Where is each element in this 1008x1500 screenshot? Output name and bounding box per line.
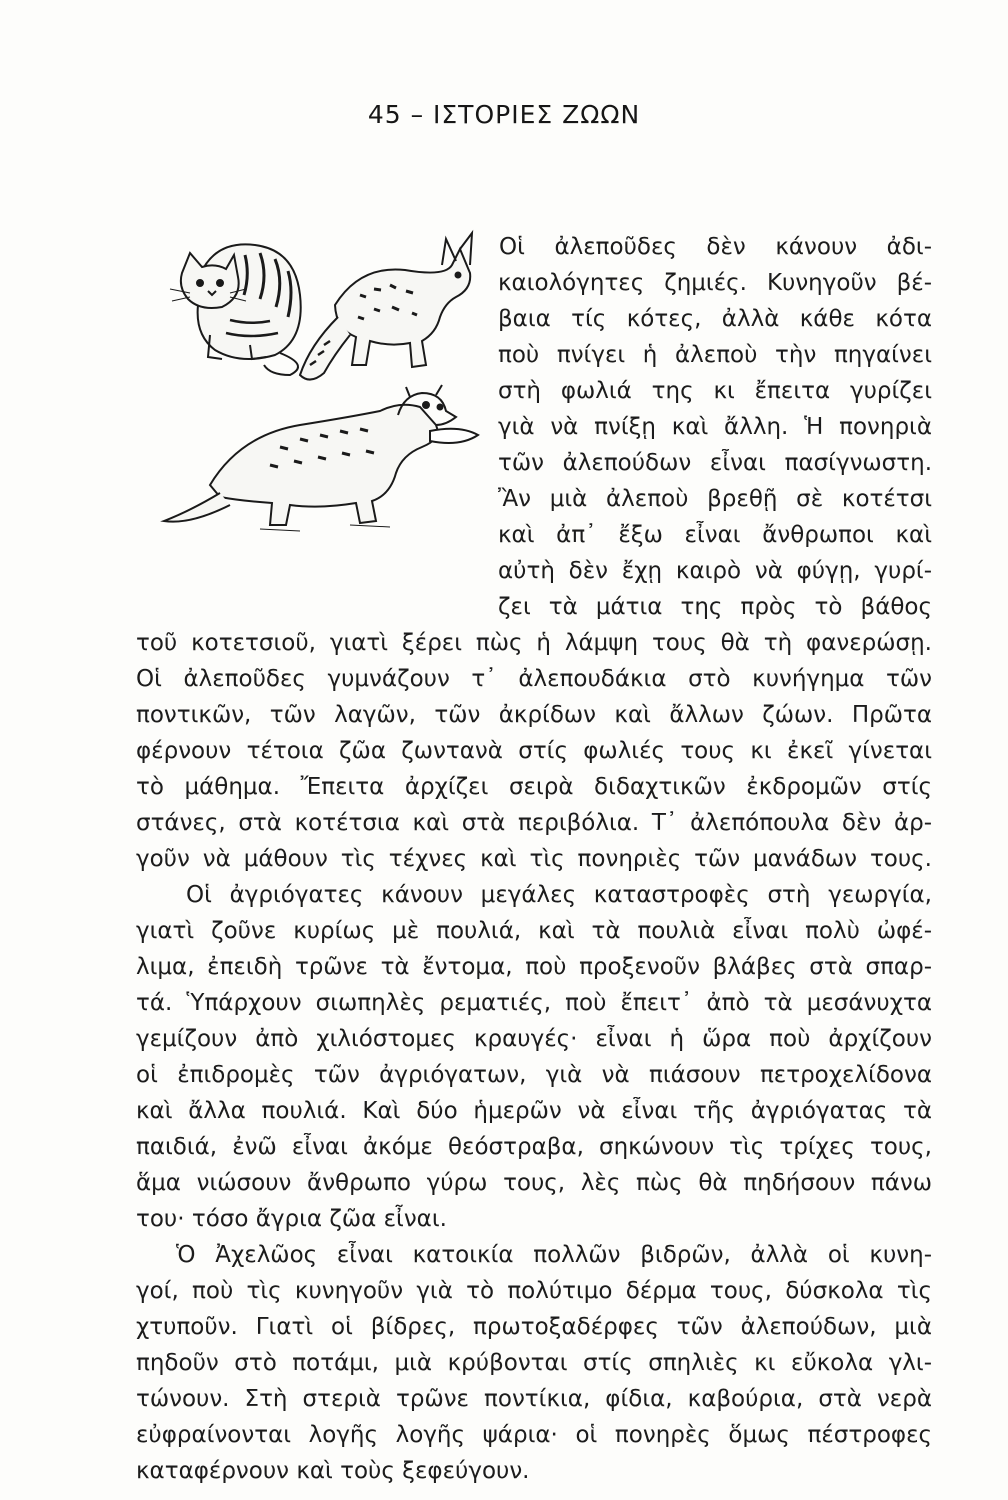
animals-illustration: [160, 225, 480, 555]
text-line: ζει τὰ μάτια της πρὸς τὸ βάθος: [498, 594, 932, 620]
text-line: αὐτὴ δὲν ἔχῃ καιρὸ νὰ φύγῃ, γυρί-: [498, 558, 932, 584]
text-line: ποντικῶν, τῶν λαγῶν, τῶν ἀκρίδων καὶ ἄλλων ζώων. Πρῶτα: [136, 702, 932, 728]
wild-cat-icon: [170, 244, 301, 375]
text-line: γοί, ποὺ τὶς κυνηγοῦν γιὰ τὸ πολύτιμο δέρμα τους, δύσκολα τὶς: [136, 1278, 932, 1304]
text-line: καὶ ἀπ᾿ ἔξω εἶναι ἄνθρωποι καὶ: [498, 522, 932, 548]
text-line: βαια τίς κότες, ἀλλὰ κάθε κότα: [498, 306, 932, 332]
text-line: Ἂν μιὰ ἀλεποὺ βρεθῇ σὲ κοτέτσι: [498, 486, 932, 512]
text-line: πηδοῦν στὸ ποτάμι, μιὰ κρύβονται στίς σπηλιὲς κι εὔκολα γλι-: [136, 1350, 932, 1376]
text-line: γοῦν νὰ μάθουν τὶς τέχνες καὶ τὶς πονηριὲς τῶν μανάδων τους.: [136, 846, 932, 872]
text-line: του· τόσο ἄγρια ζῶα εἶναι.: [136, 1206, 447, 1232]
text-line: γιατὶ ζοῦνε κυρίως μὲ πουλιά, καὶ τὰ πουλιὰ εἶναι πολὺ ὠφέ-: [136, 918, 932, 944]
text-line: εὐφραίνονται λογῆς λογῆς ψάρια· οἱ πονηρὲς ὅμως πέστροφες: [136, 1422, 932, 1448]
fox-icon: [300, 233, 472, 380]
text-line: λιμα, ἐπειδὴ τρῶνε τὰ ἔντομα, ποὺ προξενοῦν βλάβες στὰ σπαρ-: [136, 954, 932, 980]
text-line: Ὁ Ἀχελῶος εἶναι κατοικία πολλῶν βιδρῶν, ἀλλὰ οἱ κυνη-: [176, 1242, 932, 1268]
text-line: ἅμα νιώσουν ἄνθρωπο γύρω τους, λὲς πὼς θὰ πηδήσουν πάνω: [136, 1170, 932, 1196]
text-line: τὸ μάθημα. Ἔπειτα ἀρχίζει σειρὰ διδαχτικῶν ἐκδρομῶν στίς: [136, 774, 932, 800]
text-line: τώνουν. Στὴ στεριὰ τρῶνε ποντίκια, φίδια, καβούρια, στὰ νερὰ: [136, 1386, 932, 1412]
text-line: Οἱ ἀλεποῦδες δὲν κάνουν ἀδι-: [499, 234, 932, 260]
text-line: στὴ φωλιά της κι ἔπειτα γυρίζει: [498, 378, 932, 404]
otter-icon: [164, 385, 478, 531]
text-line: τοῦ κοτετσιοῦ, γιατὶ ξέρει πὼς ἡ λάμψη τους θὰ τὴ φανερώσῃ.: [136, 630, 932, 656]
text-line: καὶ ἄλλα πουλιά. Καὶ δύο ἡμερῶν νὰ εἶναι τῆς ἀγριόγατας τὰ: [136, 1098, 932, 1124]
text-line: καιολόγητες ζημιές. Κυνηγοῦν βέ-: [498, 270, 932, 296]
text-line: ποὺ πνίγει ἡ ἀλεποὺ τὴν πηγαίνει: [498, 342, 932, 368]
text-line: τά. Ὑπάρχουν σιωπηλὲς ρεματιές, ποὺ ἔπειτ᾿ ἀπὸ τὰ μεσάνυχτα: [136, 990, 932, 1016]
text-line: τῶν ἀλεπούδων εἶναι πασίγνωστη.: [498, 450, 932, 476]
text-line: καταφέρνουν καὶ τοὺς ξεφεύγουν.: [136, 1458, 530, 1484]
text-line: παιδιά, ἐνῶ εἶναι ἀκόμε θεόστραβα, σηκώνουν τὶς τρίχες τους,: [136, 1134, 932, 1160]
text-line: στάνες, στὰ κοτέτσια καὶ στὰ περιβόλια. Τ᾿ ἀλεπόπουλα δὲν ἀρ-: [136, 810, 932, 836]
text-line: οἱ ἐπιδρομὲς τῶν ἀγριόγατων, γιὰ νὰ πιάσουν πετροχελίδονα: [136, 1062, 932, 1088]
text-line: γιὰ νὰ πνίξῃ καὶ ἄλλη. Ἡ πονηριὰ: [498, 414, 932, 440]
text-line: χτυποῦν. Γιατὶ οἱ βίδρες, πρωτοξαδέρφες τῶν ἀλεπούδων, μιὰ: [136, 1314, 932, 1340]
text-line: γεμίζουν ἀπὸ χιλιόστομες κραυγές· εἶναι ἡ ὥρα ποὺ ἀρχίζουν: [136, 1026, 932, 1052]
text-line: Οἱ ἀλεποῦδες γυμνάζουν τ᾿ ἀλεπουδάκια στὸ κυνήγημα τῶν: [136, 666, 932, 692]
text-line: φέρνουν τέτοια ζῶα ζωντανὰ στίς φωλιές τους κι ἐκεῖ γίνεται: [136, 738, 932, 764]
text-line: Οἱ ἀγριόγατες κάνουν μεγάλες καταστροφὲς στὴ γεωργία,: [186, 882, 932, 908]
page-title: 45 – ΙΣΤΟΡΙΕΣ ΖΩΩΝ: [367, 100, 641, 129]
